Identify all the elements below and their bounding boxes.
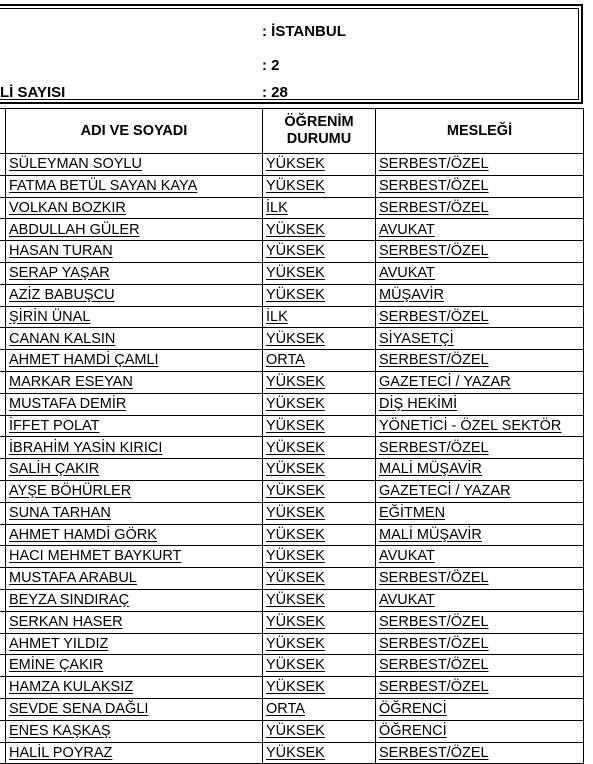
profession-cell: AVUKAT: [376, 589, 584, 611]
table-row: [0, 720, 584, 742]
profession-cell: SERBEST/ÖZEL: [376, 633, 584, 655]
profession-cell: SİYASETÇİ: [376, 328, 584, 350]
table-row: [0, 241, 584, 263]
table-row: [0, 154, 584, 176]
table-row: [0, 633, 584, 655]
education-cell: YÜKSEK: [263, 219, 376, 241]
name-cell: SERAP YAŞAR: [6, 262, 263, 284]
profession-cell: SERBEST/ÖZEL: [376, 350, 584, 372]
header-inner-border: [0, 8, 579, 100]
member-count-label: Lİ SAYISI: [0, 84, 66, 101]
name-cell: ŞİRİN ÜNAL: [6, 306, 263, 328]
table-row: [0, 175, 584, 197]
education-cell: YÜKSEK: [263, 655, 376, 677]
name-column-header: ADI VE SOYADI: [6, 109, 263, 154]
table-row: [0, 437, 584, 459]
table-row: [0, 524, 584, 546]
name-cell: EMİNE ÇAKIR: [6, 655, 263, 677]
city-value: : İSTANBUL: [262, 23, 346, 40]
name-cell: BEYZA SINDIRAÇ: [6, 589, 263, 611]
table-row: [0, 611, 584, 633]
profession-cell: AVUKAT: [376, 546, 584, 568]
profession-cell: AVUKAT: [376, 219, 584, 241]
name-cell: MUSTAFA DEMİR: [6, 393, 263, 415]
education-cell: YÜKSEK: [263, 154, 376, 176]
name-cell: HACI MEHMET BAYKURT: [6, 546, 263, 568]
education-cell: YÜKSEK: [263, 371, 376, 393]
profession-cell: AVUKAT: [376, 262, 584, 284]
profession-cell: SERBEST/ÖZEL: [376, 437, 584, 459]
name-cell: FATMA BETÜL SAYAN KAYA: [6, 175, 263, 197]
name-cell: SEVDE SENA DAĞLI: [6, 698, 263, 720]
name-cell: AHMET YILDIZ: [6, 633, 263, 655]
profession-cell: SERBEST/ÖZEL: [376, 197, 584, 219]
header-box: [0, 4, 583, 104]
name-cell: SERKAN HASER: [6, 611, 263, 633]
name-cell: AYŞE BÖHÜRLER: [6, 480, 263, 502]
profession-cell: DİŞ HEKİMİ: [376, 393, 584, 415]
name-cell: ENES KAŞKAŞ: [6, 720, 263, 742]
name-cell: CANAN KALSIN: [6, 328, 263, 350]
profession-cell: SERBEST/ÖZEL: [376, 175, 584, 197]
region-value: : 2: [262, 57, 280, 74]
name-cell: AZİZ BABUŞCU: [6, 284, 263, 306]
table-header-row: [0, 109, 584, 154]
table-row: [0, 698, 584, 720]
name-cell: HAMZA KULAKSIZ: [6, 677, 263, 699]
education-cell: YÜKSEK: [263, 546, 376, 568]
profession-cell: MÜŞAVİR: [376, 284, 584, 306]
members-table: [0, 108, 584, 764]
name-cell: SÜLEYMAN SOYLU: [6, 154, 263, 176]
education-cell: YÜKSEK: [263, 241, 376, 263]
profession-cell: MALİ MÜŞAVİR: [376, 524, 584, 546]
education-cell: İLK: [263, 306, 376, 328]
education-cell: YÜKSEK: [263, 262, 376, 284]
education-cell: YÜKSEK: [263, 480, 376, 502]
table-row: [0, 655, 584, 677]
education-cell: YÜKSEK: [263, 175, 376, 197]
education-cell: YÜKSEK: [263, 415, 376, 437]
education-cell: YÜKSEK: [263, 524, 376, 546]
table-row: [0, 393, 584, 415]
education-cell: YÜKSEK: [263, 720, 376, 742]
name-cell: İBRAHİM YASİN KIRICI: [6, 437, 263, 459]
profession-column-header: MESLEĞİ: [376, 109, 584, 154]
name-cell: İFFET POLAT: [6, 415, 263, 437]
education-cell: YÜKSEK: [263, 328, 376, 350]
table-row: [0, 262, 584, 284]
table-row: [0, 350, 584, 372]
education-cell: YÜKSEK: [263, 393, 376, 415]
name-cell: HALİL POYRAZ: [6, 742, 263, 764]
profession-cell: MALİ MÜŞAVİR: [376, 459, 584, 481]
education-cell: YÜKSEK: [263, 742, 376, 764]
name-cell: HASAN TURAN: [6, 241, 263, 263]
name-cell: MARKAR ESEYAN: [6, 371, 263, 393]
profession-cell: SERBEST/ÖZEL: [376, 611, 584, 633]
name-cell: MUSTAFA ARABUL: [6, 568, 263, 590]
education-cell: YÜKSEK: [263, 633, 376, 655]
education-cell: YÜKSEK: [263, 459, 376, 481]
profession-cell: SERBEST/ÖZEL: [376, 154, 584, 176]
name-cell: SUNA TARHAN: [6, 502, 263, 524]
name-cell: SALİH ÇAKIR: [6, 459, 263, 481]
table-row: [0, 502, 584, 524]
table-row: [0, 568, 584, 590]
table-row: [0, 415, 584, 437]
profession-cell: SERBEST/ÖZEL: [376, 677, 584, 699]
education-cell: ORTA: [263, 350, 376, 372]
table-row: [0, 284, 584, 306]
education-cell: YÜKSEK: [263, 284, 376, 306]
education-cell: YÜKSEK: [263, 677, 376, 699]
table-row: [0, 589, 584, 611]
profession-cell: YÖNETİCİ - ÖZEL SEKTÖR: [376, 415, 584, 437]
education-cell: ORTA: [263, 698, 376, 720]
table-row: [0, 328, 584, 350]
education-cell: YÜKSEK: [263, 568, 376, 590]
profession-cell: SERBEST/ÖZEL: [376, 742, 584, 764]
profession-cell: ÖĞRENCİ: [376, 698, 584, 720]
table-row: [0, 546, 584, 568]
profession-cell: GAZETECİ / YAZAR: [376, 371, 584, 393]
profession-cell: EĞİTMEN: [376, 502, 584, 524]
profession-cell: ÖĞRENCİ: [376, 720, 584, 742]
name-cell: AHMET HAMDİ GÖRK: [6, 524, 263, 546]
member-count-value: : 28: [262, 84, 288, 101]
education-cell: YÜKSEK: [263, 611, 376, 633]
education-cell: YÜKSEK: [263, 437, 376, 459]
table-row: [0, 480, 584, 502]
education-cell: YÜKSEK: [263, 502, 376, 524]
table-row: [0, 677, 584, 699]
name-cell: AHMET HAMDİ ÇAMLI: [6, 350, 263, 372]
profession-cell: GAZETECİ / YAZAR: [376, 480, 584, 502]
name-cell: VOLKAN BOZKIR: [6, 197, 263, 219]
profession-cell: SERBEST/ÖZEL: [376, 568, 584, 590]
profession-cell: SERBEST/ÖZEL: [376, 306, 584, 328]
table-row: [0, 219, 584, 241]
table-row: [0, 197, 584, 219]
profession-cell: SERBEST/ÖZEL: [376, 655, 584, 677]
table-row: [0, 306, 584, 328]
education-column-header: ÖĞRENİM DURUMU: [263, 109, 376, 154]
profession-cell: SERBEST/ÖZEL: [376, 241, 584, 263]
education-cell: İLK: [263, 197, 376, 219]
name-cell: ABDULLAH GÜLER: [6, 219, 263, 241]
table-row: [0, 459, 584, 481]
education-cell: YÜKSEK: [263, 589, 376, 611]
table-row: [0, 371, 584, 393]
